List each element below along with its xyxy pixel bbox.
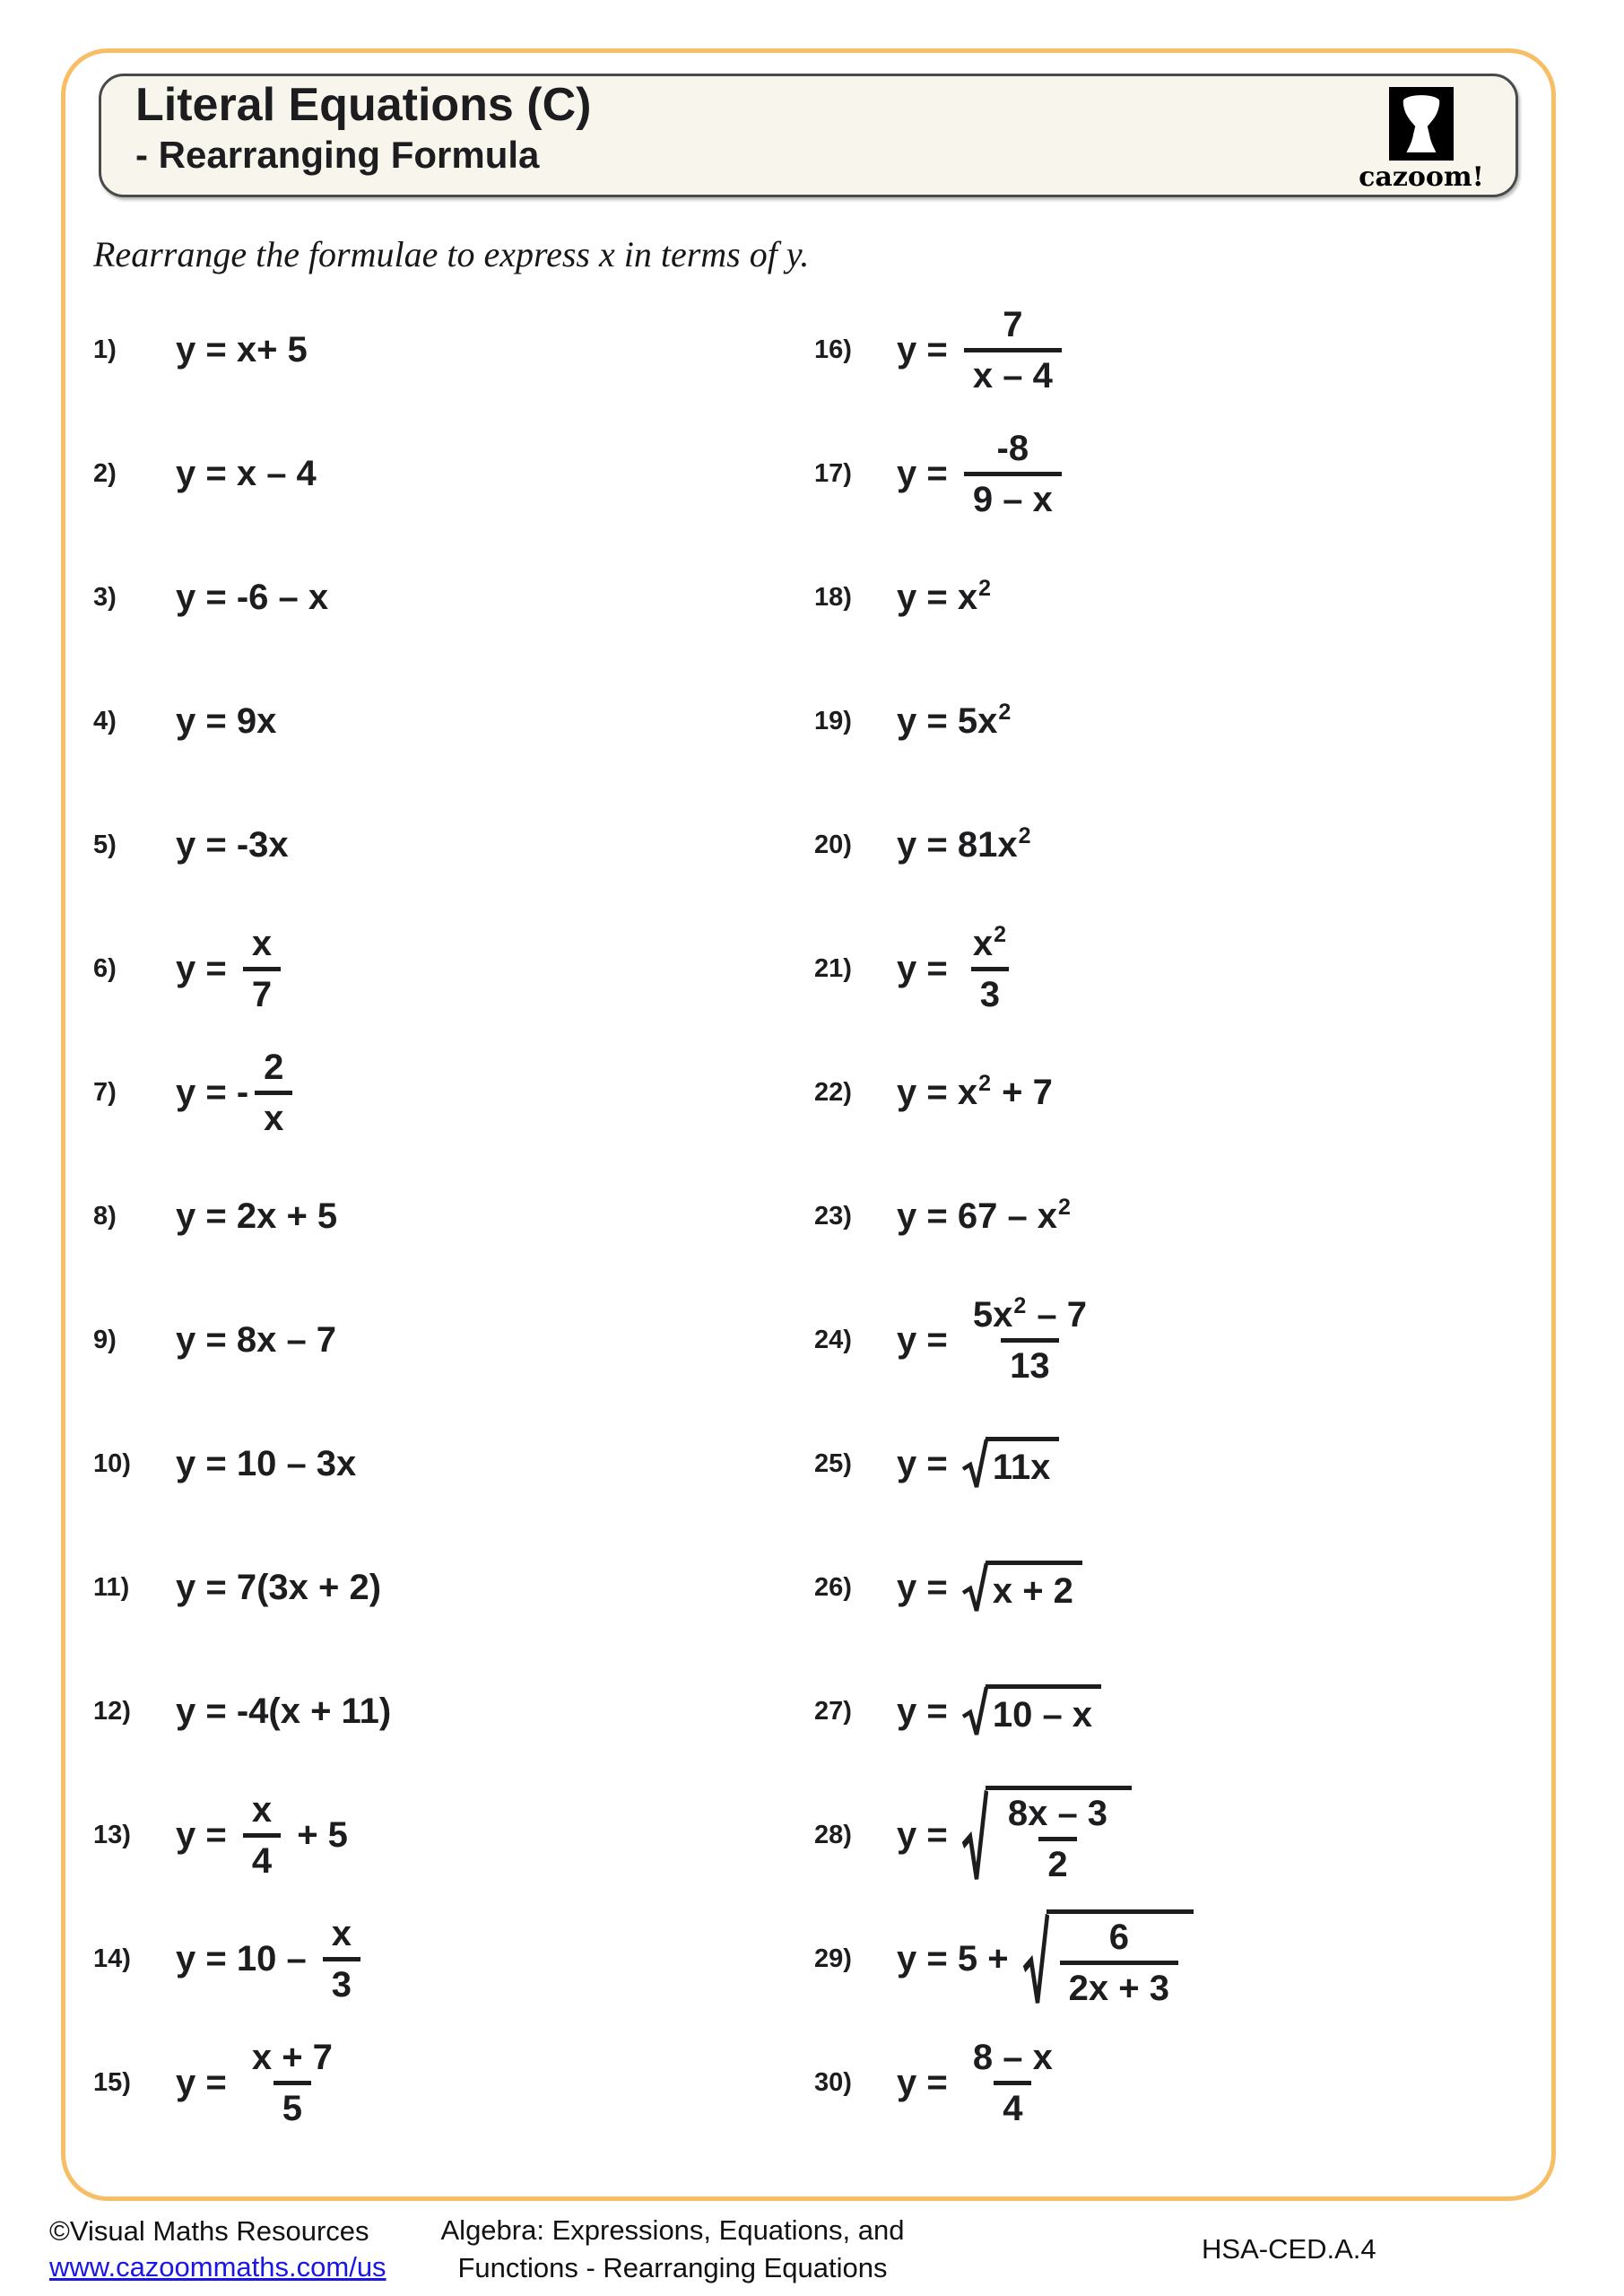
- fraction: [323, 1913, 360, 2005]
- question-row: [93, 1031, 299, 1154]
- equation-text: y = -3x: [176, 825, 289, 865]
- equation-text: 11x: [992, 1448, 1051, 1487]
- numerator: [255, 1047, 292, 1091]
- question-row: [93, 535, 328, 659]
- question-number: 11): [93, 1572, 130, 1602]
- equation-text: x: [972, 923, 994, 963]
- footer-left: [49, 2213, 386, 2286]
- fraction: [964, 1294, 1096, 1387]
- question-row: [93, 1278, 336, 1402]
- equation: [897, 577, 992, 618]
- question-number: 16): [814, 335, 852, 364]
- equation-text: y =: [897, 1568, 958, 1607]
- fraction: [964, 2037, 1062, 2129]
- question-number: 14): [93, 1944, 131, 1973]
- question-row: [93, 1897, 367, 2021]
- equation-text: 8 – x: [972, 2037, 1053, 2077]
- equation-text: y = 10 –: [176, 1939, 317, 1979]
- equation-text: 5x: [972, 1294, 1013, 1335]
- equation-text: y = x: [897, 1073, 978, 1112]
- numerator: [243, 923, 281, 967]
- equation-text: 9 – x: [972, 479, 1053, 519]
- equation-text: 5: [282, 2088, 302, 2128]
- logo-wordmark: cazoom!: [1359, 161, 1484, 193]
- fraction: [964, 428, 1062, 520]
- radical-icon: [961, 1786, 988, 1885]
- question-number: 1): [93, 335, 117, 364]
- fraction: [243, 2037, 342, 2129]
- exponent: 2: [978, 576, 991, 601]
- instruction-text: Rearrange the formulae to express x in terms of y.: [93, 234, 810, 274]
- equation-text: 3: [331, 1964, 352, 2005]
- question-number: 12): [93, 1696, 131, 1726]
- equation: [176, 1567, 381, 1608]
- equation: [176, 1789, 348, 1882]
- question-number: 9): [93, 1325, 117, 1354]
- denominator: [274, 2081, 311, 2129]
- equation: [897, 1786, 1132, 1885]
- fraction: [964, 923, 1016, 1015]
- question-number: 24): [814, 1325, 852, 1354]
- denominator: [971, 967, 1009, 1015]
- equation-text: x: [251, 1789, 273, 1830]
- radicand: [1046, 1909, 1194, 2009]
- equation-text: y =: [897, 1444, 958, 1483]
- fraction: [1060, 1917, 1178, 2009]
- question-row: [93, 1402, 356, 1526]
- equation-text: y = x – 4: [176, 454, 317, 493]
- question-row: [93, 1649, 391, 1773]
- equation: [176, 329, 308, 370]
- equation-text: 6: [1108, 1917, 1129, 1957]
- equation: [176, 453, 317, 494]
- question-number: 5): [93, 830, 117, 859]
- equation-text: 7: [1003, 304, 1023, 344]
- question-row: [814, 535, 992, 659]
- equation: [176, 1047, 299, 1139]
- equation-text: y = -4(x + 11): [176, 1692, 392, 1731]
- question-row: [814, 907, 1022, 1031]
- numerator: [243, 1789, 281, 1833]
- worksheet-subtitle: - Rearranging Formula: [135, 134, 540, 176]
- question-number: 8): [93, 1201, 117, 1231]
- equation: [897, 1072, 1053, 1113]
- equation: [897, 1561, 1082, 1614]
- equation: [176, 923, 287, 1015]
- numerator: [1100, 1917, 1138, 1961]
- equation: [897, 304, 1068, 396]
- question-number: 3): [93, 582, 117, 612]
- denominator: [243, 1833, 281, 1882]
- equation-text: 13: [1010, 1345, 1050, 1386]
- square-root: [961, 1561, 1082, 1614]
- numerator: [988, 428, 1038, 472]
- question-row: [814, 659, 1012, 783]
- question-row: [93, 2021, 348, 2144]
- square-root: [961, 1786, 1132, 1885]
- question-number: 28): [814, 1820, 852, 1849]
- question-row: [814, 1031, 1053, 1154]
- equation-text: y = 9x: [176, 701, 277, 741]
- question-number: 20): [814, 830, 852, 859]
- denominator: [1001, 1338, 1059, 1387]
- question-number: 25): [814, 1448, 852, 1478]
- equation-text: x: [331, 1913, 352, 1953]
- equation: [176, 1443, 356, 1484]
- numerator: [999, 1793, 1116, 1837]
- fraction: [243, 1789, 281, 1882]
- question-row: [93, 288, 308, 412]
- fraction: [999, 1793, 1116, 1885]
- equation-text: y = 67 – x: [897, 1196, 1058, 1236]
- equation: [176, 1319, 336, 1361]
- equation-text: – 7: [1027, 1294, 1087, 1335]
- exponent: 2: [1018, 823, 1031, 848]
- cazoom-link[interactable]: www.cazoommaths.com/us: [49, 2251, 386, 2283]
- equation-text: y =: [897, 949, 958, 988]
- question-row: [93, 1154, 337, 1278]
- equation-text: y =: [897, 1815, 958, 1855]
- question-row: [93, 659, 276, 783]
- equation-text: y = x: [897, 578, 978, 617]
- footer-center: [377, 2212, 968, 2287]
- equation-text: 2: [1047, 1844, 1068, 1884]
- denominator: [323, 1957, 360, 2005]
- question-number: 27): [814, 1696, 852, 1726]
- worksheet-title: Literal Equations (C): [135, 79, 592, 131]
- question-row: [814, 288, 1068, 412]
- equation-text: y = -: [176, 1073, 249, 1112]
- equation-text: x + 7: [251, 2037, 333, 2077]
- worksheet-header: [99, 74, 1518, 197]
- equation-text: y = 10 – 3x: [176, 1444, 357, 1483]
- footer-topic-line1: Algebra: Expressions, Equations, and: [440, 2214, 905, 2246]
- question-number: 7): [93, 1077, 117, 1107]
- question-number: 21): [814, 953, 852, 983]
- cazoom-logo: [1354, 87, 1489, 193]
- numerator: [964, 1294, 1096, 1338]
- question-number: 23): [814, 1201, 852, 1231]
- equation-text: y =: [176, 1815, 237, 1855]
- question-row: [814, 1773, 1132, 1897]
- question-number: 29): [814, 1944, 852, 1973]
- equation-text: 4: [1003, 2088, 1023, 2128]
- equation-text: y =: [897, 1692, 958, 1731]
- question-number: 22): [814, 1077, 852, 1107]
- equation-text: y = 2x + 5: [176, 1196, 338, 1236]
- equation-text: y =: [897, 2063, 958, 2102]
- equation: [176, 1913, 367, 2005]
- copyright-text: ©Visual Maths Resources: [49, 2215, 369, 2247]
- equation-text: y = x+ 5: [176, 330, 308, 370]
- numerator: [994, 304, 1031, 348]
- question-row: [814, 2021, 1068, 2144]
- question-row: [93, 412, 317, 535]
- equation-text: 2x + 3: [1068, 1968, 1169, 2008]
- numerator: [964, 2037, 1062, 2081]
- question-row: [93, 1526, 381, 1649]
- equation: [176, 1196, 337, 1237]
- standard-code: HSA-CED.A.4: [1202, 2233, 1376, 2265]
- fraction: [243, 923, 281, 1015]
- equation-text: x: [264, 1098, 284, 1138]
- equation: [176, 2037, 348, 2129]
- equation-text: 2: [264, 1047, 284, 1087]
- equation: [176, 577, 328, 618]
- equation-text: y =: [176, 2063, 237, 2102]
- question-number: 10): [93, 1448, 131, 1478]
- equation-text: 4: [251, 1840, 273, 1881]
- equation: [897, 700, 1012, 742]
- denominator: [1038, 1837, 1076, 1885]
- denominator: [255, 1091, 292, 1139]
- equation-text: y =: [897, 454, 958, 493]
- equation-text: y =: [897, 330, 958, 370]
- question-number: 6): [93, 953, 117, 983]
- question-row: [814, 412, 1068, 535]
- radical-icon: [961, 1561, 988, 1614]
- equation: [897, 1437, 1059, 1491]
- radicand: [986, 1561, 1082, 1614]
- equation: [176, 824, 289, 865]
- equation-text: y = 5 +: [897, 1939, 1019, 1979]
- equation: [897, 1196, 1072, 1237]
- question-row: [814, 783, 1031, 907]
- question-row: [814, 1402, 1059, 1526]
- equation-text: y =: [897, 1320, 958, 1360]
- numerator: [323, 1913, 360, 1957]
- denominator: [243, 967, 281, 1015]
- equation-text: y =: [176, 949, 237, 988]
- question-number: 30): [814, 2067, 852, 2097]
- denominator: [964, 348, 1062, 396]
- equation-text: y = 5x: [897, 701, 998, 741]
- equation: [897, 2037, 1068, 2129]
- equation: [897, 428, 1068, 520]
- question-number: 4): [93, 706, 117, 735]
- denominator: [1060, 1961, 1178, 2009]
- exponent: 2: [1013, 1292, 1027, 1318]
- equation: [897, 824, 1031, 865]
- footer-topic-line2: Functions - Rearranging Equations: [457, 2251, 888, 2283]
- exponent: 2: [998, 700, 1012, 725]
- exponent: 2: [1058, 1195, 1071, 1220]
- question-row: [814, 1278, 1102, 1402]
- radicand: [986, 1437, 1060, 1491]
- equation-text: + 7: [991, 1073, 1053, 1112]
- equation: [897, 1294, 1102, 1387]
- equation: [897, 1684, 1101, 1738]
- equation-text: x + 2: [992, 1571, 1073, 1611]
- equation-text: y = -6 – x: [176, 578, 329, 617]
- djembe-drum-icon: [1389, 87, 1454, 161]
- fraction: [964, 304, 1062, 396]
- equation: [176, 700, 276, 742]
- question-row: [814, 1897, 1194, 2021]
- question-number: 17): [814, 458, 852, 488]
- numerator: [964, 923, 1016, 967]
- equation-text: x – 4: [972, 355, 1053, 396]
- equation: [897, 1909, 1194, 2009]
- denominator: [994, 2081, 1031, 2129]
- equation-text: 3: [979, 974, 1001, 1014]
- radicand: [986, 1684, 1101, 1738]
- square-root: [1022, 1909, 1194, 2009]
- equation-text: y = 7(3x + 2): [176, 1568, 382, 1607]
- question-row: [814, 1526, 1082, 1649]
- exponent: 2: [994, 921, 1006, 947]
- question-row: [93, 907, 287, 1031]
- question-row: [814, 1154, 1072, 1278]
- equation: [897, 923, 1022, 1015]
- equation-text: y = 8x – 7: [176, 1320, 337, 1360]
- question-number: 18): [814, 582, 852, 612]
- equation-text: + 5: [287, 1815, 348, 1855]
- question-number: 19): [814, 706, 852, 735]
- question-number: 26): [814, 1572, 852, 1602]
- radicand: [986, 1786, 1132, 1885]
- numerator: [243, 2037, 342, 2081]
- equation-text: -8: [996, 428, 1029, 468]
- radical-icon: [961, 1684, 988, 1738]
- equation-text: x: [251, 923, 273, 963]
- equation-text: y = 81x: [897, 825, 1018, 865]
- square-root: [961, 1684, 1101, 1738]
- fraction: [255, 1047, 292, 1139]
- equation-text: 8x – 3: [1007, 1793, 1108, 1833]
- question-row: [93, 1773, 348, 1897]
- radical-icon: [1022, 1909, 1049, 2009]
- question-number: 15): [93, 2067, 131, 2097]
- question-row: [93, 783, 289, 907]
- equation-text: 10 – x: [992, 1695, 1093, 1735]
- equation-text: 7: [251, 974, 273, 1014]
- question-number: 2): [93, 458, 117, 488]
- question-row: [814, 1649, 1101, 1773]
- question-number: 13): [93, 1820, 131, 1849]
- equation: [176, 1691, 391, 1732]
- radical-icon: [961, 1437, 988, 1491]
- exponent: 2: [978, 1071, 991, 1096]
- denominator: [964, 472, 1062, 520]
- square-root: [961, 1437, 1060, 1491]
